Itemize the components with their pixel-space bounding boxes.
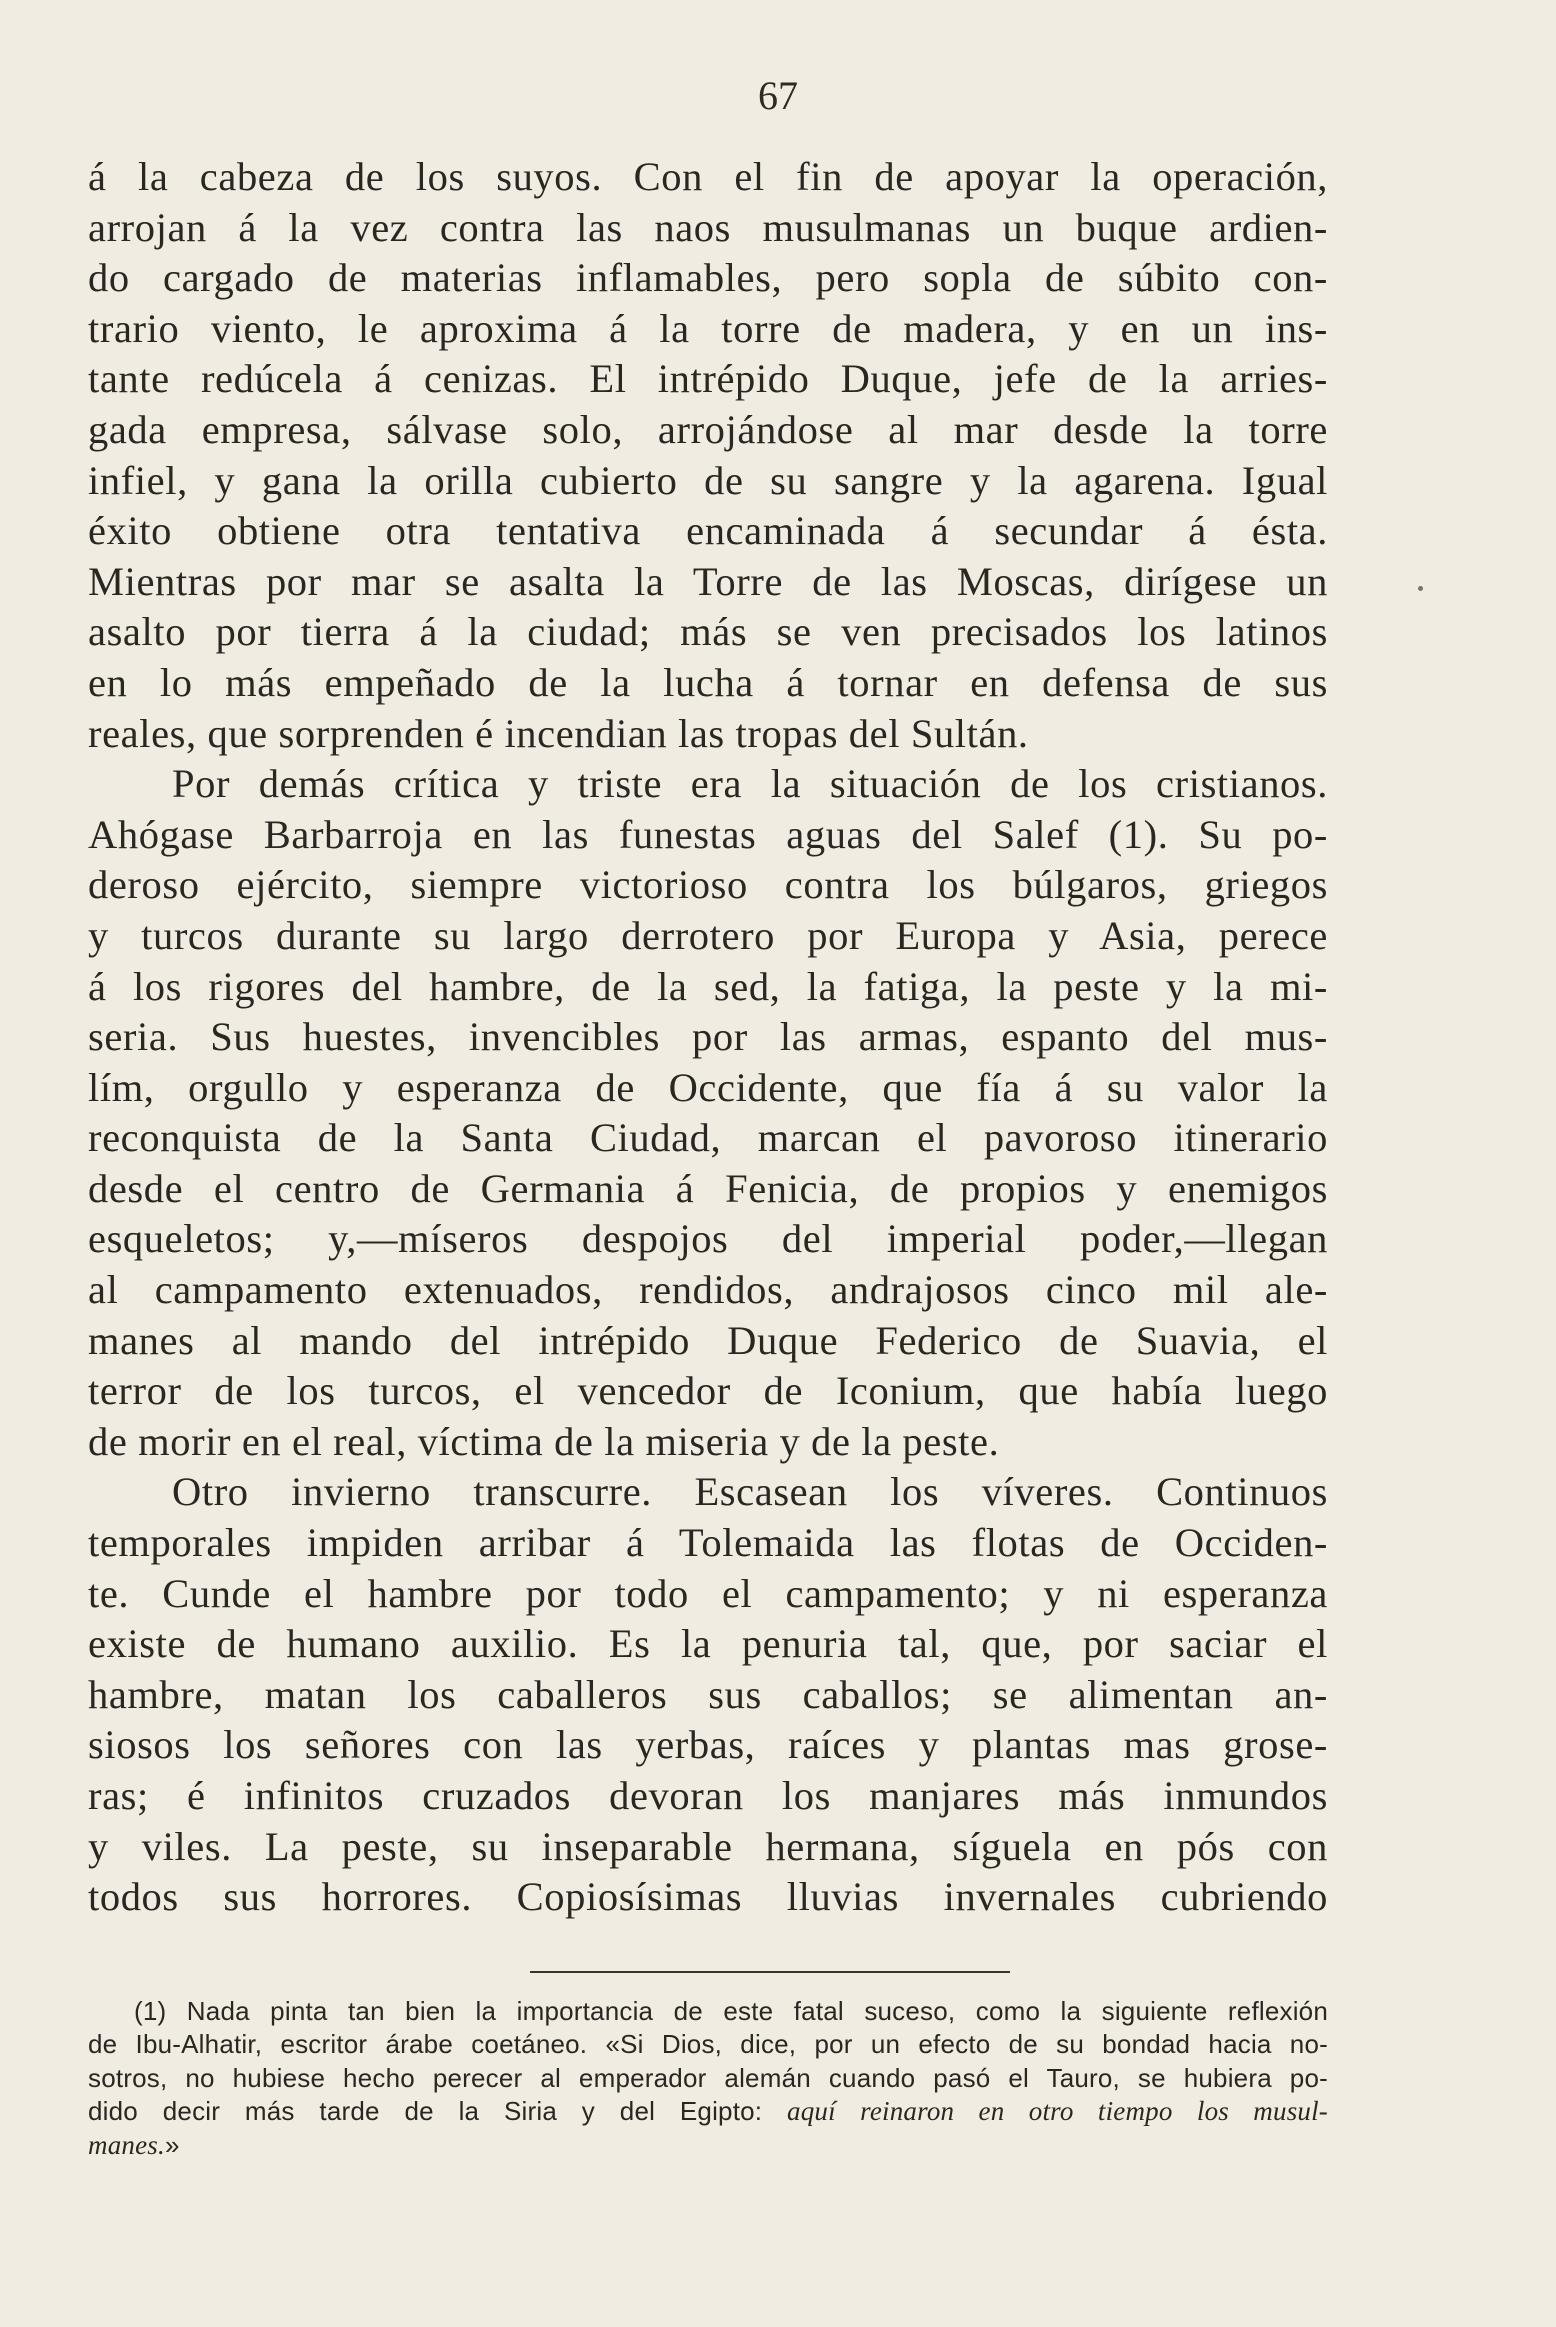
text-line: Por demás crítica y triste era la situación de los cristianos. (172, 761, 1328, 807)
text-line: seria. Sus huestes, invencibles por las armas, espanto del mus- (88, 1014, 1328, 1060)
footnote-divider (530, 1971, 1010, 1973)
text-line: infiel, y gana la orilla cubierto de su sangre y la agarena. Igual (88, 457, 1328, 503)
text-line: reconquista de la Santa Ciudad, marcan el pavoroso itinerario (88, 1115, 1328, 1161)
print-speck (1418, 586, 1423, 591)
text-line: arrojan á la vez contra las naos musulmanas un buque ardien- (88, 204, 1328, 250)
text-line: trario viento, le aproxima á la torre de madera, y en un ins- (88, 305, 1328, 351)
text-line: esqueletos; y,—míseros despojos del imperial poder,—llegan (88, 1216, 1328, 1262)
text-line: do cargado de materias inflamables, pero sopla de súbito con- (88, 255, 1328, 301)
text-line: Ahógase Barbarroja en las funestas aguas del Salef (1). Su po- (88, 811, 1328, 857)
text-line: todos sus horrores. Copiosísimas lluvias invernales cubriendo (88, 1874, 1328, 1920)
text-line: asalto por tierra á la ciudad; más se ven precisados los latinos (88, 609, 1328, 655)
text-line: desde el centro de Germania á Fenicia, de propios y enemigos (88, 1165, 1328, 1211)
footnote-closing-quote: » (164, 2129, 180, 2160)
text-line: gada empresa, sálvase solo, arrojándose al mar desde la torre (88, 406, 1328, 452)
text-line: al campamento extenuados, rendidos, andrajosos cinco mil ale- (88, 1267, 1328, 1313)
body-text (88, 152, 1328, 1923)
footnote-line: sotros, no hubiese hecho perecer al emperador alemán cuando pasó el Tauro, se hubiera po- (88, 2062, 1328, 2093)
footnote-line: (1) Nada pinta tan bien la importancia de este fatal suceso, como la siguiente reflexión (134, 1996, 1328, 2026)
text-line: éxito obtiene otra tentativa encaminada á secundar á ésta. (88, 508, 1328, 554)
text-line: reales, que sorprenden é incendian las tropas del Sultán. (88, 710, 1029, 756)
footnote-line (88, 2095, 1328, 2128)
footnote-line: de Ibu-Alhatir, escritor árabe coetáneo. «Si Dios, dice, por un efecto de su bondad hacia no- (88, 2029, 1328, 2060)
text-line: en lo más empeñado de la lucha á tornar en defensa de sus (88, 659, 1328, 705)
text-line: ras; é infinitos cruzados devoran los manjares más inmundos (88, 1773, 1328, 1818)
text-line: y turcos durante su largo derrotero por Europa y Asia, perece (88, 912, 1328, 958)
text-line: hambre, matan los caballeros sus caballos; se alimentan an- (88, 1671, 1328, 1717)
footnote-line (88, 2129, 1328, 2162)
text-line: lím, orgullo y esperanza de Occidente, que fía á su valor la (88, 1064, 1328, 1110)
text-line: á la cabeza de los suyos. Con el fin de apoyar la operación, (88, 154, 1328, 199)
text-line: y viles. La peste, su inseparable hermana, síguela en pós con (88, 1823, 1328, 1869)
text-line: Otro invierno transcurre. Escasean los víveres. Continuos (172, 1469, 1328, 1515)
text-line: temporales impiden arribar á Tolemaida las flotas de Occiden- (88, 1520, 1328, 1566)
text-line: terror de los turcos, el vencedor de Iconium, que había luego (88, 1368, 1328, 1414)
footnote (88, 1995, 1328, 2162)
text-line: manes al mando del intrépido Duque Federico de Suavia, el (88, 1317, 1328, 1363)
text-line: á los rigores del hambre, de la sed, la fatiga, la peste y la mi- (88, 963, 1328, 1009)
text-line: siosos los señores con las yerbas, raíces y plantas mas grose- (88, 1722, 1328, 1768)
text-line: te. Cunde el hambre por todo el campamento; y ni esperanza (88, 1570, 1328, 1616)
text-line: tante redúcela á cenizas. El intrépido Duque, jefe de la arries- (88, 356, 1328, 402)
text-line: existe de humano auxilio. Es la penuria tal, que, por saciar el (88, 1621, 1328, 1667)
footnote-text: dido decir más tarde de la Siria y del Egipto: (88, 2096, 788, 2127)
footnote-quote-italic: manes. (88, 2129, 165, 2160)
page-number: 67 (758, 73, 798, 118)
text-line: de morir en el real, víctima de la miseria y de la peste. (88, 1418, 1000, 1464)
text-line: deroso ejército, siempre victorioso contra los búlgaros, griegos (88, 862, 1328, 908)
footnote-quote-italic: aquí reinaron en otro tiempo los musul- (787, 2096, 1328, 2127)
text-line: Mientras por mar se asalta la Torre de las Moscas, dirígese un (88, 558, 1328, 604)
